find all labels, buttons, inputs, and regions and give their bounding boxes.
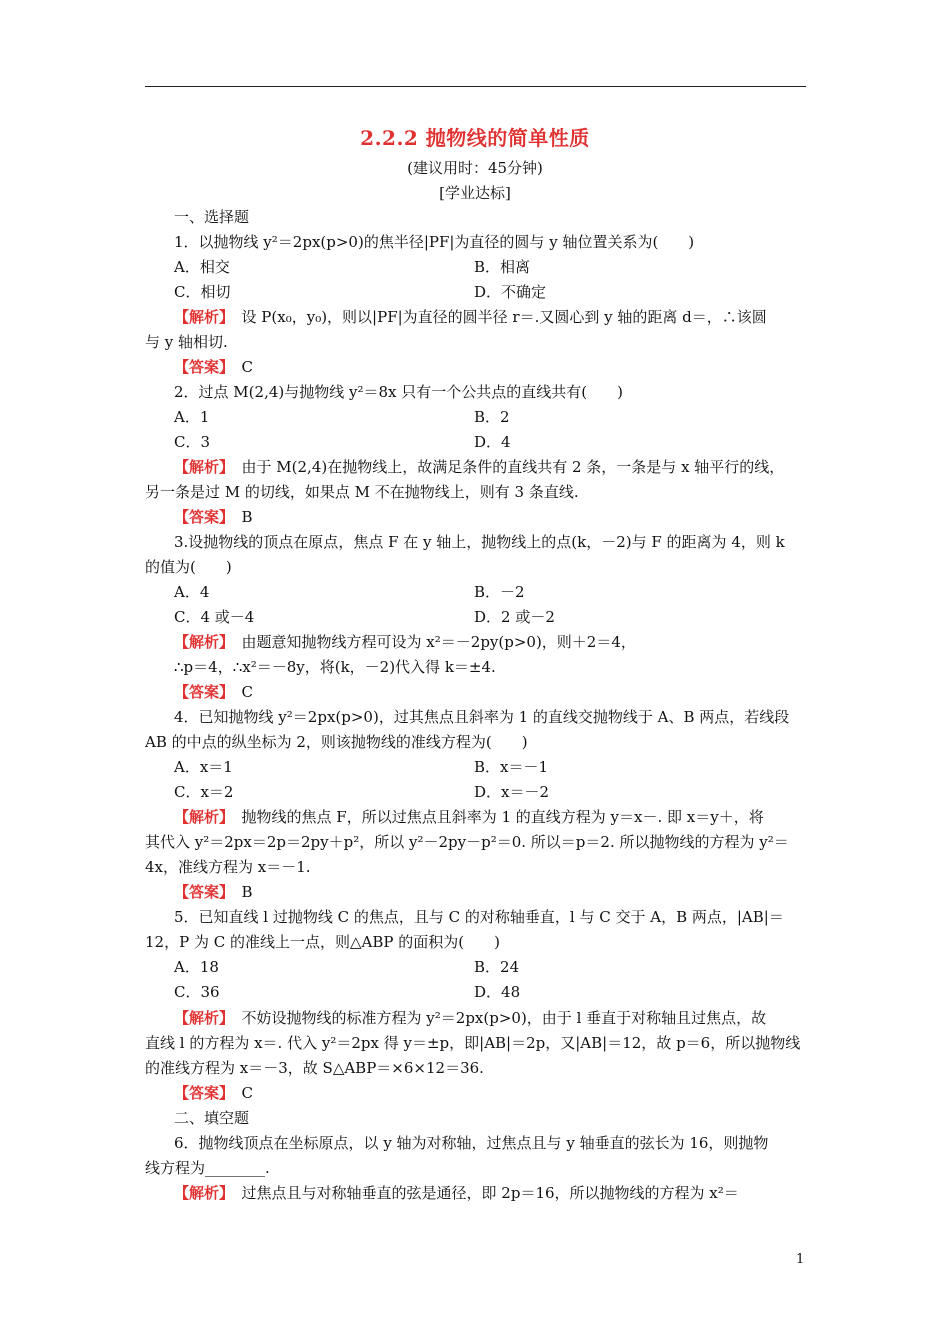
option-a: A．1 [174, 408, 210, 426]
option-b: B．x＝－1 [474, 758, 549, 776]
analysis-continued: 其代入 y²＝2px＝2p＝2py＋p²，所以 y²－2py－p²＝0. 所以＝p＝2. 所以抛物线的方程为 y²＝ [145, 833, 789, 851]
answer-line [174, 882, 807, 902]
analysis-continued: 另一条是过 M 的切线，如果点 M 不在抛物线上，则有 3 条直线. [145, 483, 579, 501]
question-stem: 5．已知直线 l 过抛物线 C 的焦点，且与 C 的对称轴垂直，l 与 C 交于 A，B 两点，|AB|＝ [174, 908, 784, 926]
analysis-line [174, 307, 807, 327]
answer-line [174, 357, 807, 377]
level-label: [学业达标] [439, 184, 511, 202]
answer-tag: 【答案】 [174, 508, 227, 526]
option-c: C．x＝2 [174, 783, 234, 801]
analysis-line [174, 457, 807, 477]
answer-tag: 【答案】 [174, 1084, 227, 1102]
option-d: D．48 [474, 983, 521, 1001]
answer-value: B [241, 508, 253, 526]
analysis-line [174, 1183, 807, 1203]
question-stem: 6．抛物线顶点在坐标原点，以 y 轴为对称轴，过焦点且与 y 轴垂直的弦长为 16，则抛物 [174, 1134, 769, 1152]
analysis-tag: 【解析】 [174, 808, 227, 826]
analysis-text: 抛物线的焦点 F，所以过焦点且斜率为 1 的直线方程为 y＝x－. 即 x＝y＋，将 [241, 808, 764, 826]
analysis-text: 由题意知抛物线方程可设为 x²＝－2py(p>0)，则＋2＝4， [241, 633, 636, 651]
question-stem-continued: 线方程为________. [145, 1159, 270, 1177]
answer-line [174, 682, 807, 702]
analysis-line [174, 1008, 807, 1028]
option-a: A．18 [174, 958, 219, 976]
option-a: A．相交 [174, 258, 230, 276]
option-b: B．24 [474, 958, 520, 976]
page-number: 1 [796, 1252, 805, 1267]
question-stem: 3.设抛物线的顶点在原点，焦点 F 在 y 轴上，抛物线上的点(k，－2)与 F 的距离为 4，则 k [174, 533, 785, 551]
option-b: B．－2 [474, 583, 525, 601]
option-b: B．2 [474, 408, 510, 426]
analysis-tag: 【解析】 [174, 458, 227, 476]
option-d: D．不确定 [474, 283, 547, 301]
section-heading: 一、选择题 [174, 208, 250, 226]
analysis-continued: ∴p＝4，∴x²＝－8y，将(k，－2)代入得 k＝±4. [174, 658, 496, 676]
option-b: B．相离 [474, 258, 531, 276]
analysis-text: 由于 M(2,4)在抛物线上，故满足条件的直线共有 2 条，一条是与 x 轴平行的线， [241, 458, 785, 476]
analysis-text: 设 P(x₀，y₀)，则以|PF|为直径的圆半径 r＝.又圆心到 y 轴的距离 d＝，∴该圆 [241, 308, 767, 326]
answer-value: C [241, 683, 254, 701]
analysis-tag: 【解析】 [174, 308, 227, 326]
answer-value: B [241, 883, 253, 901]
option-c: C．3 [174, 433, 211, 451]
answer-value: C [241, 358, 254, 376]
answer-line [174, 1083, 807, 1103]
answer-tag: 【答案】 [174, 358, 227, 376]
question-stem-continued: 12，P 为 C 的准线上一点，则△ABP 的面积为( ) [145, 933, 500, 951]
time-note: (建议用时：45分钟) [407, 159, 543, 177]
option-c: C．相切 [174, 283, 231, 301]
question-stem-continued: 的值为( ) [145, 558, 232, 576]
analysis-tag: 【解析】 [174, 1184, 227, 1202]
option-a: A．x＝1 [174, 758, 233, 776]
answer-tag: 【答案】 [174, 883, 227, 901]
option-c: C．4 或－4 [174, 608, 255, 626]
answer-value: C [241, 1084, 254, 1102]
question-stem-continued: AB 的中点的纵坐标为 2，则该抛物线的准线方程为( ) [145, 733, 528, 751]
option-d: D．x＝－2 [474, 783, 550, 801]
question-stem: 1．以抛物线 y²＝2px(p>0)的焦半径|PF|为直径的圆与 y 轴位置关系为( ) [174, 233, 695, 251]
analysis-tag: 【解析】 [174, 1009, 227, 1027]
question-stem: 4．已知抛物线 y²＝2px(p>0)，过其焦点且斜率为 1 的直线交抛物线于 A、B 两点，若线段 [174, 708, 790, 726]
analysis-continued: 直线 l 的方程为 x＝. 代入 y²＝2px 得 y＝±p，即|AB|＝2p，又|AB|＝12，故 p＝6，所以抛物线 [145, 1034, 801, 1052]
option-a: A．4 [174, 583, 210, 601]
header-rule [145, 86, 806, 87]
page-title: 2.2.2 抛物线的简单性质 [360, 126, 590, 150]
analysis-tag: 【解析】 [174, 633, 227, 651]
analysis-text: 过焦点且与对称轴垂直的弦是通径，即 2p＝16，所以抛物线的方程为 x²＝ [241, 1184, 739, 1202]
option-d: D．2 或－2 [474, 608, 555, 626]
question-stem: 2．过点 M(2,4)与抛物线 y²＝8x 只有一个公共点的直线共有( ) [174, 383, 623, 401]
analysis-line [174, 632, 807, 652]
analysis-continued: 与 y 轴相切. [145, 333, 228, 351]
answer-tag: 【答案】 [174, 683, 227, 701]
answer-line [174, 507, 807, 527]
option-c: C．36 [174, 983, 220, 1001]
analysis-line [174, 807, 807, 827]
option-d: D．4 [474, 433, 511, 451]
analysis-text: 不妨设抛物线的标准方程为 y²＝2px(p>0)，由于 l 垂直于对称轴且过焦点，故 [241, 1009, 767, 1027]
section-heading: 二、填空题 [174, 1109, 250, 1127]
analysis-continued: 的准线方程为 x＝－3，故 S△ABP＝×6×12＝36. [145, 1059, 484, 1077]
analysis-continued: 4x，准线方程为 x＝－1. [145, 858, 311, 876]
